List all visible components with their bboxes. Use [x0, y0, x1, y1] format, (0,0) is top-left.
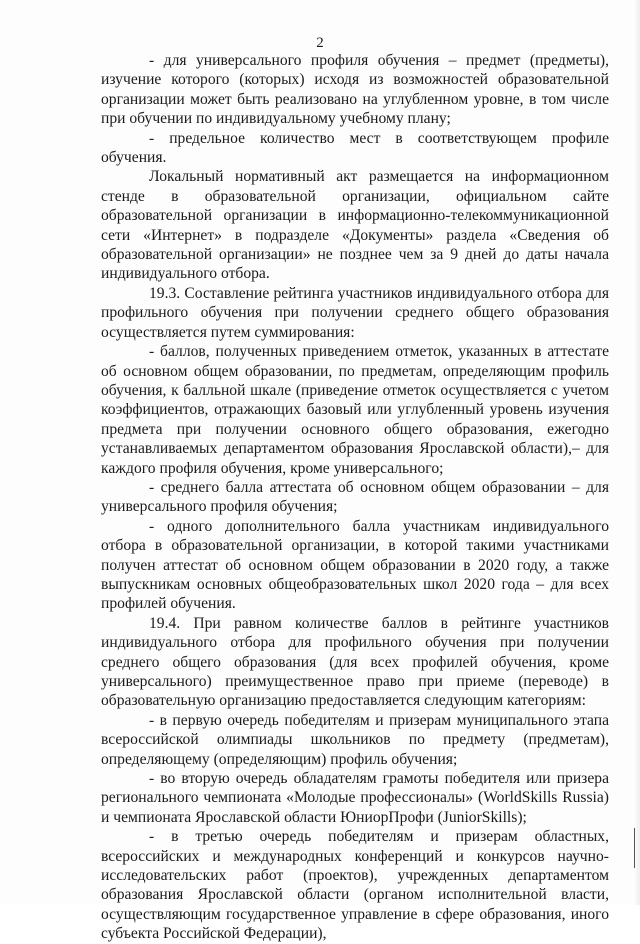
- document-body: [101, 51, 609, 944]
- paragraph-third-priority: - в третью очередь победителям и призерам областных, всероссийских и международных конференций и конкурсов научно-исследовательских работ (проектов), учрежденных департаментом образования Ярославской области (органом исполнительной власти, осуществляющим государственное управление в сфере образования, иного субъекта Российской Федерации),: [101, 828, 609, 943]
- paragraph-19-4: 19.4. При равном количестве баллов в рейтинге участников индивидуального отбора для профильного обучения при получении среднего общего образования (для всех профилей обучения, кроме универсального) преимущественное право при приеме (переводе) в образовательную организацию предоставляется следующим категориям:: [101, 614, 609, 710]
- paragraph-places-limit: - предельное количество мест в соответствующем профиле обучения.: [101, 129, 609, 167]
- paragraph-universal-profile-subjects: - для универсального профиля обучения – предмет (предметы), изучение которого (которых) исходя из возможностей образовательной организации может быть реализовано на углубленном уровне, в том числе при обучении по индивидуальному учебному плану;: [101, 52, 609, 128]
- paragraph-second-priority: - во вторую очередь обладателям грамоты победителя или призера регионального чемпионата «Молодые профессионалы» (WorldSkills Russia) и чемпионата Ярославской области ЮниорПрофи (JuniorSkills);: [101, 770, 609, 826]
- page-number: 2: [316, 35, 324, 51]
- paragraph-local-act-publication: Локальный нормативный акт размещается на информационном стенде в образовательной организации, официальном сайте образовательной организации в информационно-телекоммуникационной сети «Интернет» в подразделе «Документы» раздела «Сведения об образовательной организации» не позднее чем за 9 дней до даты начала индивидуального отбора.: [101, 168, 609, 283]
- paragraph-first-priority: - в первую очередь победителям и призерам муниципального этапа всероссийской олимпиады школьников по предмету (предметам), определяющему (определяющим) профиль обучения;: [101, 711, 609, 768]
- paragraph-additional-point: - одного дополнительного балла участникам индивидуального отбора в образовательной организации, в которой такими участниками получен аттестат об основном общем образовании в 2020 году, а также выпускникам основных общеобразовательных школ 2020 года – для всех профилей обучения.: [101, 517, 609, 613]
- scan-edge-mark: [634, 828, 635, 868]
- paragraph-average-score: - среднего балла аттестата об основном общем образовании – для универсального профиля обучения;: [101, 478, 609, 516]
- paragraph-19-3: 19.3. Составление рейтинга участников индивидуального отбора для профильного обучения при получении среднего общего образования осуществляется путем суммирования:: [101, 284, 609, 341]
- paragraph-points-from-certificate: - баллов, полученных приведением отметок, указанных в аттестате об основном общем образовании, по предметам, определяющим профиль обучения, к балльной шкале (приведение отметок осуществляется с учетом коэффициентов, отражающих базовый или углубленный уровень изучения предмета при получении основного общего образования, ежегодно устанавливаемых департаментом образования Ярославской области),– для каждого профиля обучения, кроме универсального;: [101, 343, 609, 477]
- scan-edge-shadow: [634, 0, 640, 905]
